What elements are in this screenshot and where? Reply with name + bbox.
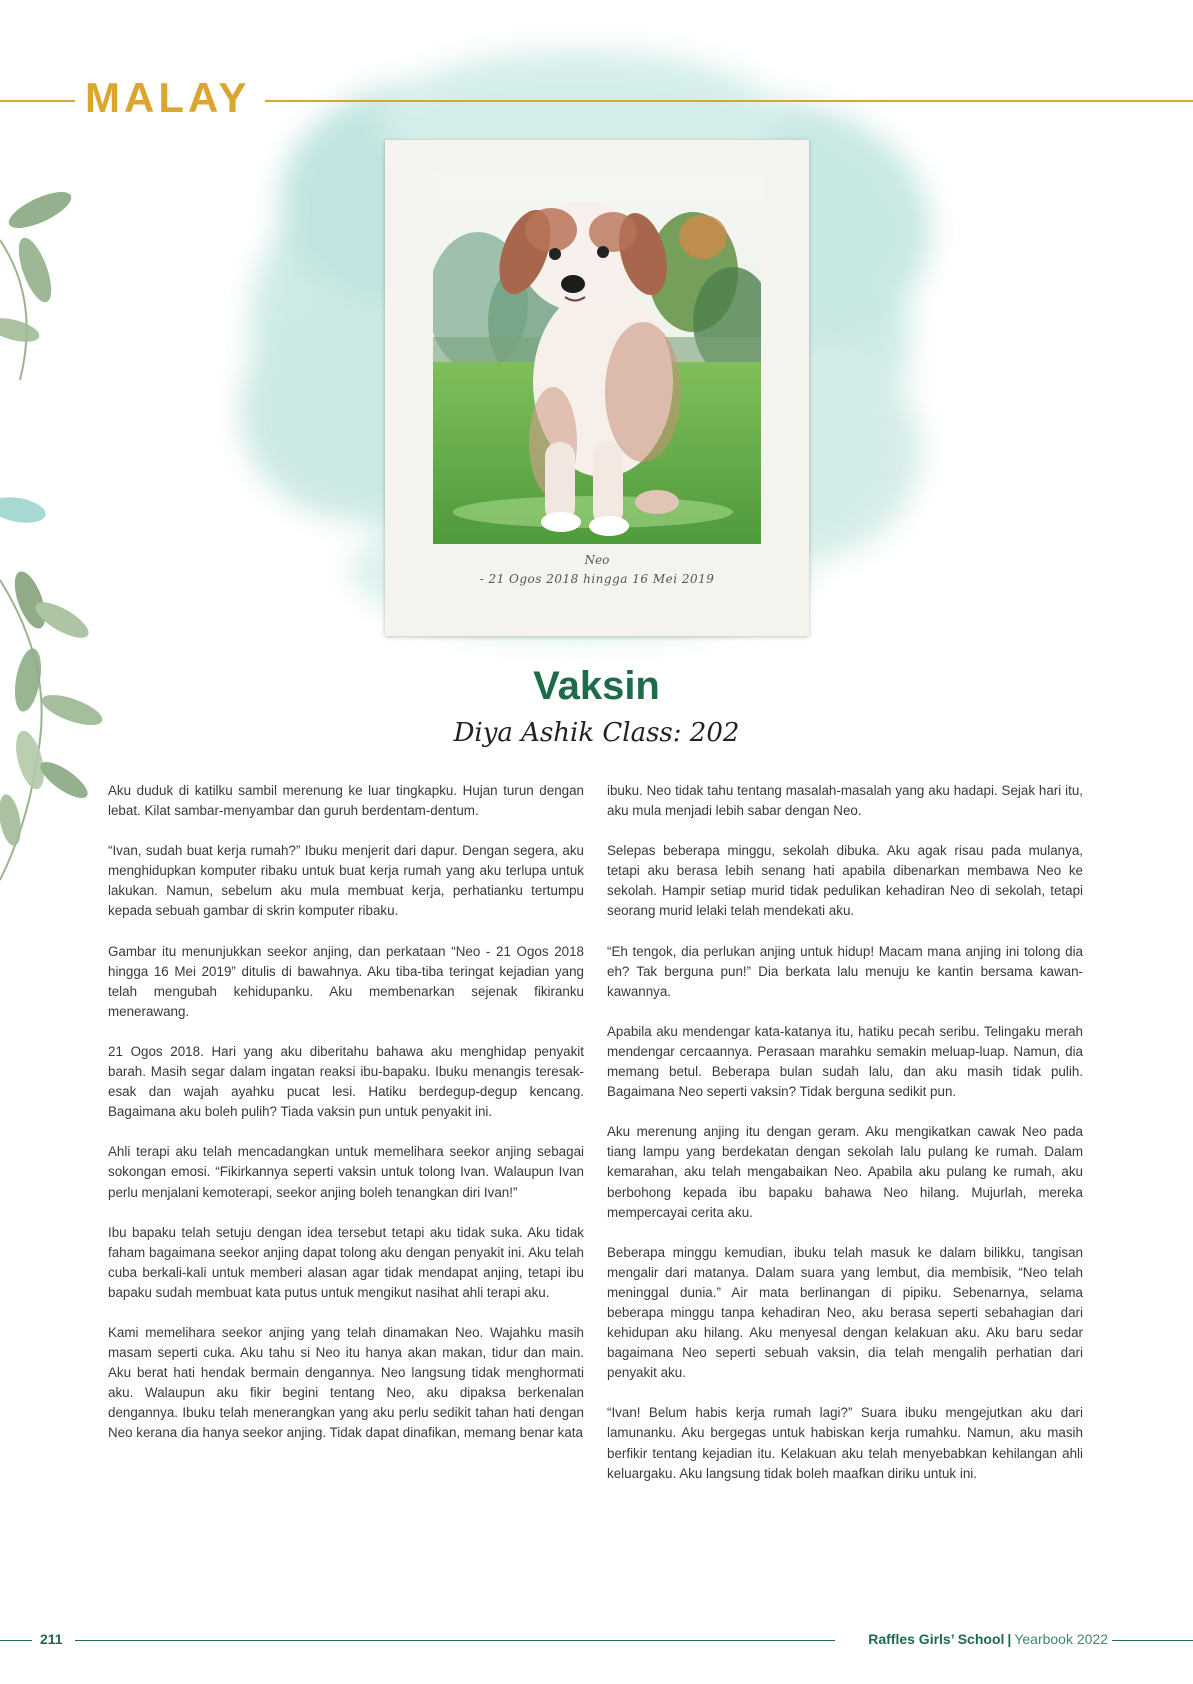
header-rule-right [265,100,1193,102]
polaroid-frame [385,140,809,636]
paragraph: Gambar itu menunjukkan seekor anjing, dan perkataan “Neo - 21 Ogos 2018 hingga 16 Mei 2019” ditulis di bawahnya. Aku tiba-tiba teringat kejadian yang telah mengubah kehidupanku. Aku membenarkan sejenak fikiranku menerawang. [108,943,584,1019]
paragraph: Aku duduk di katilku sambil merenung ke luar tingkapku. Hujan turun dengan lebat. Kilat sambar-menyambar dan guruh berdentam-dentum. [108,783,584,819]
article-title: Vaksin [533,664,660,708]
footer-rule-left [0,1640,32,1641]
paragraph: Kami memelihara seekor anjing yang telah dinamakan Neo. Wajahku masih masam seperti cuka. Aku tahu si Neo itu hanya akan makan, tidur dan main. Aku berat hati hendak bermain dengannya. Neo langsung tidak menghormati aku. Walaupun aku fikir begini tentang Neo, aku dipaksa berkenalan dengannya. Ibuku telah menerangkan yang aku perlu sedikit tahan hati dengan Neo kerana dia hanya seekor anjing. Tidak dapat dinafikan, memang benar kata [108,1324,584,1441]
article-column-right [607,781,1083,1504]
paragraph: Ahli terapi aku telah mencadangkan untuk memelihara seekor anjing sebagai sokongan emosi. “Fikirkannya seperti vaksin untuk tolong Ivan. Walaupun Ivan perlu menjalani kemoterapi, seekor anjing boleh tenangkan diri Ivan!” [108,1144,584,1200]
article-column-left [108,781,584,1464]
section-label: MALAY [85,74,251,121]
paragraph: “Ivan, sudah buat kerja rumah?” Ibuku menjerit dari dapur. Dengan segera, aku menghidupkan komputer ribaku untuk buat kerja rumah yang aku terlupa untuk lakukan. Namun, sebelum aku mula membuat kerja, perhatianku tertumpu kepada sebuah gambar di skrin komputer ribaku. [108,843,584,919]
page-number: 211 [40,1631,63,1647]
footer-publication [868,1631,1108,1647]
author-byline: Diya Ashik Class: 202 [453,718,740,748]
paragraph: Aku merenung anjing itu dengan geram. Aku mengikatkan cawak Neo pada tiang lampu yang berdekatan dengan sekolah lalu pulang ke rumah. Dalam kemarahan, aku telah mengabaikan Neo. Apabila aku pulang ke rumah, aku berbohong kepada ibu bapaku bahawa Neo hilang. Mujurlah, mereka mempercayai cerita aku. [607,1124,1083,1220]
footer-yearbook: Yearbook 2022 [1014,1631,1108,1647]
photo-caption-dates: - 21 Ogos 2018 hingga 16 Mei 2019 [479,572,715,586]
photo-caption-name: Neo [584,553,610,567]
footer-rule-middle [75,1640,835,1641]
paragraph: ibuku. Neo tidak tahu tentang masalah-masalah yang aku hadapi. Sejak hari itu, aku mula menjadi lebih sabar dengan Neo. [607,783,1083,819]
header-rule-left [0,100,75,102]
dog-watercolor-illustration [433,172,761,544]
footer-school-name: Raffles Girls’ School [868,1631,1005,1647]
leaf-branch-decoration [0,180,110,900]
paragraph: Selepas beberapa minggu, sekolah dibuka. Aku agak risau pada mulanya, tetapi aku berasa lebih senang hati apabila dibenarkan membawa Neo ke sekolah. Hampir setiap murid tidak pedulikan kehadiran Neo di sekolah, tetapi seorang murid lelaki telah mendekati aku. [607,843,1083,919]
footer-separator: | [1007,1631,1012,1647]
footer-rule-right [1112,1640,1193,1641]
paragraph: Apabila aku mendengar kata-katanya itu, hatiku pecah seribu. Telingaku merah mendengar cercaannya. Perasaan marahku semakin meluap-luap. Namun, dia memang betul. Beberapa bulan sudah lalu, dan aku masih tidak pulih. Bagaimana Neo seperti vaksin? Tidak berguna sedikit pun. [607,1023,1083,1100]
paragraph: Ibu bapaku telah setuju dengan idea tersebut tetapi aku tidak suka. Aku tidak faham bagaimana seekor anjing dapat tolong aku dengan penyakit ini. Aku telah cuba berkali-kali untuk memberi alasan agar tidak mendapat anjing, tetapi ibu bapaku sudah membuat kata putus untuk mengikut nasihat ahli terapi aku. [108,1224,584,1300]
paragraph: 21 Ogos 2018. Hari yang aku diberitahu bahawa aku menghidap penyakit barah. Masih segar dalam ingatan reaksi ibu-bapaku. Ibuku menangis teresak-esak dan wajah ayahku pucat lesi. Hatiku berdegup-degup kencang. Bagaimana aku boleh pulih? Tiada vaksin pun untuk penyakit ini. [108,1043,584,1120]
paragraph: Beberapa minggu kemudian, ibuku telah masuk ke dalam bilikku, tangisan mengalir dari matanya. Dalam suara yang lembut, dia membisik, “Neo telah meninggal dunia.” Air mata berlinangan di pipiku. Sebenarnya, selama beberapa minggu tanpa kehadiran Neo, aku berasa seperti sebahagian dari kehidupan aku hilang. Aku menyesal dengan kelakuan aku. Aku baru sedar bagaimana Neo seperti sebuah vaksin, dia telah mengalih perhatian dari penyakit aku. [607,1244,1083,1381]
paragraph: “Ivan! Belum habis kerja rumah lagi?” Suara ibuku mengejutkan aku dari lamunanku. Aku bergegas untuk habiskan kerja rumahku. Namun, aku masih berfikir tentang kejadian itu. Kelakuan aku telah menyebabkan kehilangan ahli keluargaku. Aku langsung tidak boleh maafkan diriku untuk ini. [607,1405,1083,1481]
paragraph: “Eh tengok, dia perlukan anjing untuk hidup! Macam mana anjing ini tolong dia eh? Tak berguna pun!” Dia berkata lalu menuju ke kantin bersama kawan-kawannya. [607,943,1083,999]
